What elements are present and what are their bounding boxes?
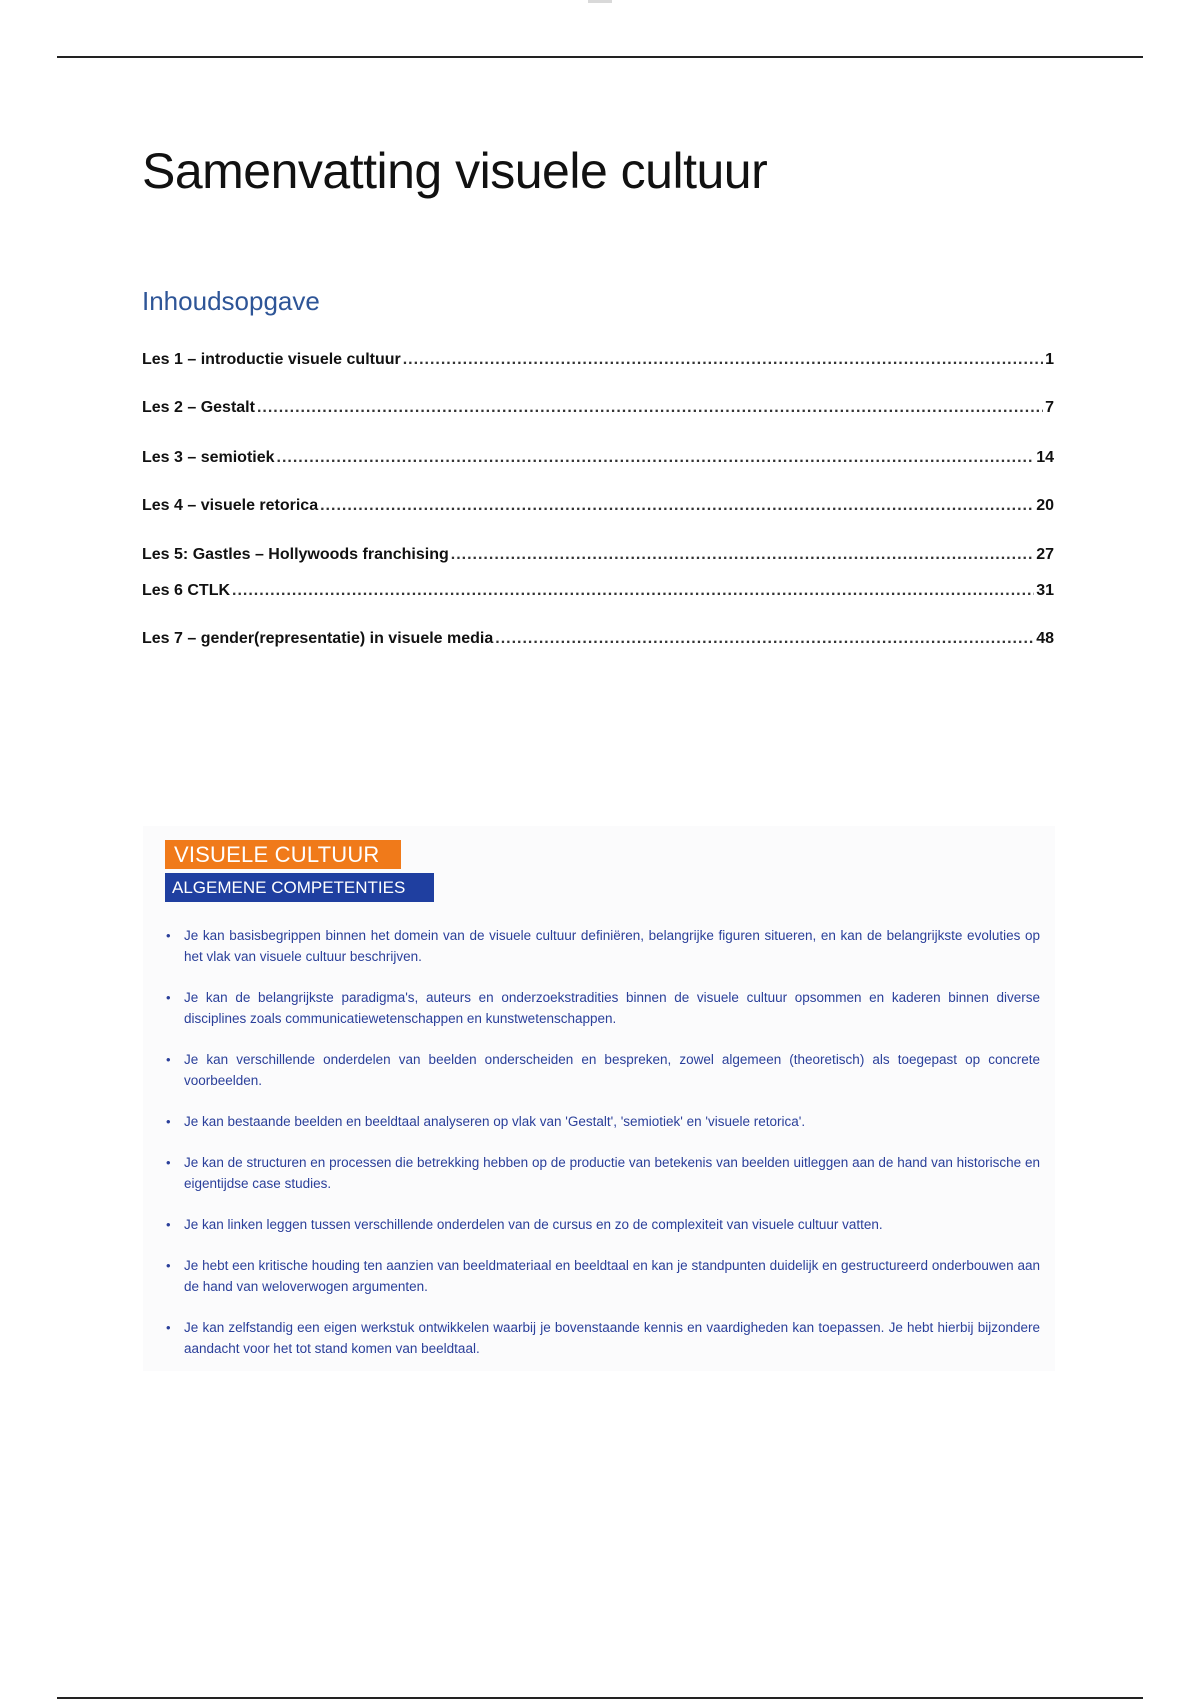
toc-entry-les-3[interactable] bbox=[142, 449, 1054, 471]
competency-text: Je kan zelfstandig een eigen werkstuk ontwikkelen waarbij je bovenstaande kennis en vaardigheden kan toepassen. Je hebt hierbij bijzondere aandacht voor het tot stand komen van beeldtaal. bbox=[184, 1320, 1040, 1356]
toc-heading: Inhoudsopgave bbox=[142, 286, 320, 316]
toc-entry-les-1[interactable] bbox=[142, 351, 1054, 373]
document-title: Samenvatting visuele cultuur bbox=[142, 143, 768, 199]
list-item bbox=[164, 1317, 1040, 1359]
bullet-icon: • bbox=[166, 1155, 171, 1170]
toc-dot-leader bbox=[232, 582, 1034, 600]
competency-text: Je kan verschillende onderdelen van beelden onderscheiden en bespreken, zowel algemeen (theoretisch) als toegepast op concrete voorbeelden. bbox=[184, 1052, 1040, 1088]
toc-entry-label: Les 7 – gender(representatie) in visuele media bbox=[142, 630, 494, 647]
competency-text: Je kan de structuren en processen die betrekking hebben op de productie van betekenis van beelden uitleggen aan de hand van historische en eigentijdse case studies. bbox=[184, 1155, 1040, 1191]
bullet-icon: • bbox=[166, 1320, 171, 1335]
toc-entry-page: 20 bbox=[1036, 497, 1054, 514]
toc-entry-label: Les 5: Gastles – Hollywoods franchising bbox=[142, 546, 449, 563]
competency-text: Je hebt een kritische houding ten aanzien van beeldmateriaal en beeldtaal en kan je standpunten duidelijk en gestructureerd onderbouwen aan de hand van weloverwogen argumenten. bbox=[184, 1258, 1040, 1294]
toc-entry-page: 14 bbox=[1036, 449, 1054, 466]
competency-text: Je kan bestaande beelden en beeldtaal analyseren op vlak van 'Gestalt', 'semiotiek' en 'visuele retorica'. bbox=[184, 1114, 806, 1129]
toc-dot-leader bbox=[257, 399, 1043, 417]
toc-entry-label: Les 1 – introductie visuele cultuur bbox=[142, 351, 401, 368]
toc-entry-label: Les 6 CTLK bbox=[142, 582, 231, 599]
bullet-icon: • bbox=[166, 928, 171, 943]
list-item bbox=[164, 1049, 1040, 1091]
toc-entry-label: Les 4 – visuele retorica bbox=[142, 497, 319, 514]
list-item bbox=[164, 1255, 1040, 1297]
competencies-banner-subtitle: ALGEMENE COMPETENTIES bbox=[165, 873, 434, 902]
bullet-icon: • bbox=[166, 1114, 171, 1129]
toc-entry-page: 7 bbox=[1045, 399, 1054, 416]
toc-dot-leader bbox=[451, 546, 1034, 564]
competency-text: Je kan linken leggen tussen verschillende onderdelen van de cursus en zo de complexiteit van visuele cultuur vatten. bbox=[184, 1217, 883, 1232]
list-item bbox=[164, 1152, 1040, 1194]
page-top-marker bbox=[588, 0, 612, 3]
toc-dot-leader bbox=[403, 351, 1043, 369]
toc-dot-leader bbox=[320, 497, 1034, 515]
bullet-icon: • bbox=[166, 1217, 171, 1232]
toc-entry-les-6[interactable] bbox=[142, 582, 1054, 604]
toc-dot-leader bbox=[277, 449, 1035, 467]
list-item bbox=[164, 1214, 1040, 1235]
toc-entry-les-7[interactable] bbox=[142, 630, 1054, 652]
toc-entry-label: Les 2 – Gestalt bbox=[142, 399, 255, 416]
toc-entry-les-4[interactable] bbox=[142, 497, 1054, 519]
toc-entry-page: 31 bbox=[1036, 582, 1054, 599]
footer-rule bbox=[57, 1697, 1143, 1699]
toc-entry-les-5[interactable] bbox=[142, 546, 1054, 568]
bullet-icon: • bbox=[166, 1258, 171, 1273]
competency-text: Je kan basisbegrippen binnen het domein van de visuele cultuur definiëren, belangrijke figuren situeren, en kan de belangrijkste evoluties op het vlak van visuele cultuur beschrijven. bbox=[184, 928, 1040, 964]
competency-text: Je kan de belangrijkste paradigma's, auteurs en onderzoekstradities binnen de visuele cultuur opsommen en kaderen binnen diverse disciplines zoals communicatiewetenschappen en kunstwetenschappen. bbox=[184, 990, 1040, 1026]
toc-dot-leader bbox=[495, 630, 1034, 648]
bullet-icon: • bbox=[166, 1052, 171, 1067]
bullet-icon: • bbox=[166, 990, 171, 1005]
list-item bbox=[164, 1111, 1040, 1132]
toc-entry-les-2[interactable] bbox=[142, 399, 1054, 421]
competencies-banner-title: VISUELE CULTUUR bbox=[165, 840, 401, 869]
header-rule bbox=[57, 56, 1143, 58]
toc-entry-page: 1 bbox=[1045, 351, 1054, 368]
toc-entry-page: 27 bbox=[1036, 546, 1054, 563]
list-item bbox=[164, 925, 1040, 967]
toc-entry-label: Les 3 – semiotiek bbox=[142, 449, 275, 466]
competencies-list bbox=[164, 925, 1040, 1379]
list-item bbox=[164, 987, 1040, 1029]
toc-entry-page: 48 bbox=[1036, 630, 1054, 647]
